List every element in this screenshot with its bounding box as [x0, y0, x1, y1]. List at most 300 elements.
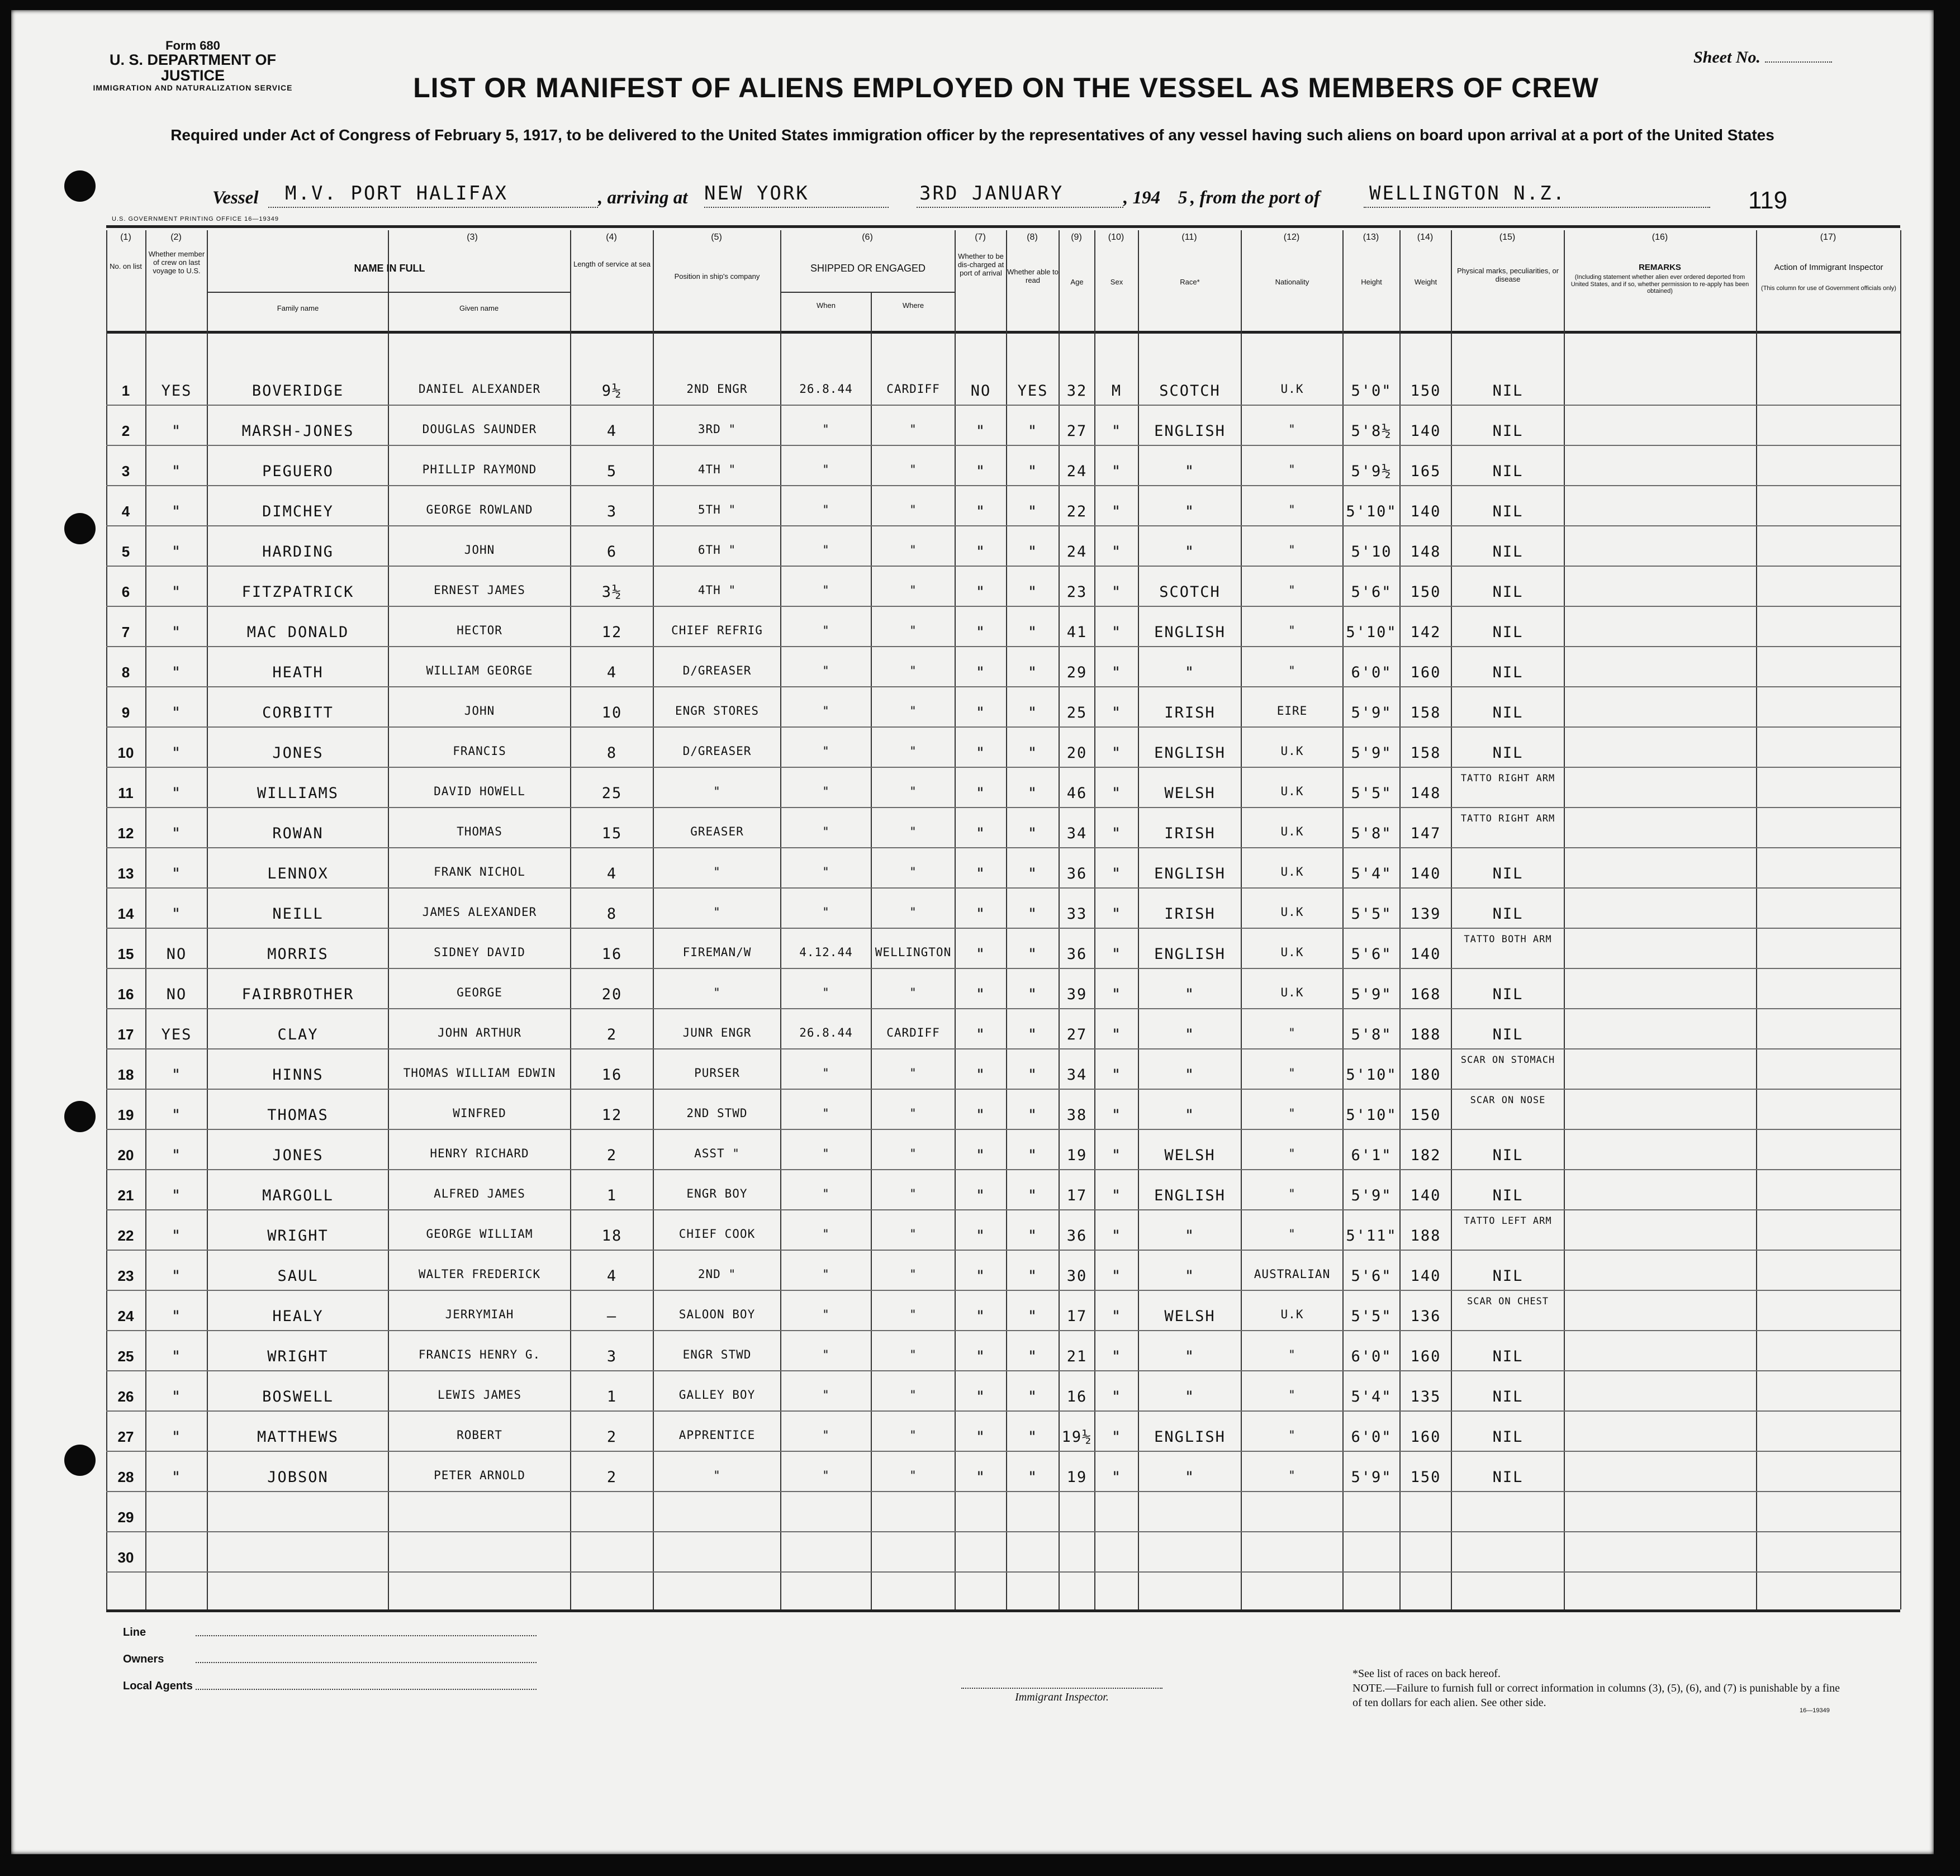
row-rule — [106, 566, 1900, 567]
cell-able-read: " — [1027, 503, 1038, 520]
cell-when: " — [822, 1308, 830, 1321]
cell-length: 8 — [606, 905, 618, 923]
cell-able-read: " — [1027, 1227, 1038, 1245]
cell-sex: " — [1111, 503, 1122, 520]
column-divider — [1756, 230, 1757, 1609]
cell-family: MARSH-JONES — [241, 422, 354, 440]
header-where: Where — [902, 301, 924, 310]
cell-age: 17 — [1066, 1308, 1088, 1325]
cell-member: " — [171, 1267, 182, 1285]
row-rule — [106, 485, 1900, 486]
cell-discharged: " — [975, 463, 986, 480]
cell-length: 3 — [606, 1348, 618, 1365]
row-rule — [106, 807, 1900, 808]
cell-able-read: " — [1027, 543, 1038, 561]
cell-position: 2ND STWD — [686, 1106, 748, 1120]
cell-able-read: " — [1027, 1308, 1038, 1325]
cell-able-read: " — [1027, 664, 1038, 681]
cell-family: HEALY — [272, 1308, 324, 1325]
cell-discharged: " — [975, 865, 986, 882]
header-age: Age — [1070, 278, 1084, 286]
row-rule — [106, 1370, 1900, 1371]
cell-able-read: YES — [1017, 382, 1048, 400]
cell-race: " — [1184, 463, 1195, 480]
cell-where: " — [909, 1469, 917, 1482]
cell-position: D/GREASER — [682, 744, 752, 758]
cell-family: FAIRBROTHER — [241, 986, 354, 1003]
cell-race: WELSH — [1164, 1308, 1216, 1325]
arriving-label: , arriving at — [598, 188, 688, 208]
cell-age: 36 — [1066, 1227, 1088, 1245]
cell-member: " — [171, 1187, 182, 1204]
cell-length: 2 — [606, 1026, 618, 1043]
cell-length: 4 — [606, 664, 618, 681]
cell-when: " — [822, 624, 830, 637]
cell-no: 15 — [117, 946, 134, 962]
cell-position: D/GREASER — [682, 664, 752, 677]
cell-nationality: " — [1288, 1106, 1296, 1120]
cell-race: " — [1184, 1388, 1195, 1405]
from-port: WELLINGTON N.Z. — [1369, 182, 1567, 205]
cell-nationality: U.K — [1280, 946, 1304, 959]
cell-when: " — [822, 1227, 830, 1241]
cell-given: PETER ARNOLD — [434, 1469, 525, 1482]
cell-when: " — [822, 785, 830, 798]
row-rule — [106, 646, 1900, 647]
cell-marks: NIL — [1492, 543, 1524, 561]
sheet-label: Sheet No. — [1693, 48, 1760, 67]
cell-weight: 148 — [1410, 785, 1441, 802]
cell-no: 23 — [117, 1267, 134, 1284]
cell-no: 12 — [117, 825, 134, 842]
cell-height: 5'9" — [1351, 986, 1392, 1003]
cell-height: 5'0" — [1351, 382, 1392, 400]
cell-where: WELLINGTON — [875, 946, 952, 959]
cell-weight: 165 — [1410, 463, 1441, 480]
row-rule — [106, 1008, 1900, 1009]
cell-position: ENGR BOY — [686, 1187, 748, 1200]
cell-discharged: " — [975, 905, 986, 923]
cell-given: GEORGE — [457, 986, 502, 999]
sheet-number — [1693, 48, 1832, 67]
cell-discharged: " — [975, 1147, 986, 1164]
cell-height: 5'6" — [1351, 583, 1392, 601]
cell-length: 20 — [601, 986, 623, 1003]
cell-member: " — [171, 463, 182, 480]
column-number: (16) — [1651, 232, 1668, 242]
row-rule — [106, 1571, 1900, 1573]
cell-height: 5'9" — [1351, 744, 1392, 762]
cell-where: " — [909, 986, 917, 999]
owners-label: Owners — [123, 1653, 164, 1665]
cell-no: 9 — [121, 704, 130, 721]
cell-nationality: " — [1288, 463, 1296, 476]
cell-able-read: " — [1027, 905, 1038, 923]
cell-height: 5'10" — [1346, 624, 1397, 641]
cell-age: 21 — [1066, 1348, 1088, 1365]
cell-able-read: " — [1027, 825, 1038, 842]
cell-weight: 140 — [1410, 422, 1441, 440]
cell-race: ENGLISH — [1154, 946, 1226, 963]
cell-age: 24 — [1066, 463, 1088, 480]
cell-where: CARDIFF — [886, 1026, 940, 1039]
agents-blank — [196, 1689, 537, 1690]
cell-age: 41 — [1066, 624, 1088, 641]
cell-able-read: " — [1027, 744, 1038, 762]
cell-given: JOHN — [464, 543, 495, 557]
row-rule — [106, 405, 1900, 406]
column-number: (3) — [467, 232, 478, 242]
cell-position: " — [713, 986, 721, 999]
cell-given: THOMAS WILLIAM EDWIN — [403, 1066, 556, 1080]
cell-weight: 160 — [1410, 1348, 1441, 1365]
cell-nationality: " — [1288, 624, 1296, 637]
cell-position: JUNR ENGR — [682, 1026, 752, 1039]
cell-height: 5'5" — [1351, 905, 1392, 923]
cell-age: 36 — [1066, 946, 1088, 963]
cell-position: CHIEF REFRIG — [671, 624, 763, 637]
cell-race: " — [1184, 503, 1195, 520]
column-divider — [1564, 230, 1565, 1609]
cell-when: " — [822, 422, 830, 436]
cell-sex: " — [1111, 1308, 1122, 1325]
cell-length: 2 — [606, 1428, 618, 1446]
column-number: (14) — [1417, 232, 1434, 242]
cell-race: IRISH — [1164, 905, 1216, 923]
cell-where: " — [909, 1428, 917, 1442]
cell-marks: NIL — [1492, 1267, 1524, 1285]
row-rule — [106, 1129, 1900, 1130]
cell-family: JONES — [272, 744, 324, 762]
cell-weight: 142 — [1410, 624, 1441, 641]
cell-no: 28 — [117, 1469, 134, 1485]
cell-position: " — [713, 905, 721, 919]
cell-member: " — [171, 865, 182, 882]
cell-where: " — [909, 1388, 917, 1402]
cell-given: JAMES ALEXANDER — [422, 905, 537, 919]
cell-weight: 136 — [1410, 1308, 1441, 1325]
cell-no: 3 — [121, 463, 130, 479]
year-suffix: 5 — [1178, 188, 1188, 208]
cell-member: " — [171, 1066, 182, 1084]
cell-weight: 188 — [1410, 1227, 1441, 1245]
department: U. S. DEPARTMENT OF JUSTICE — [109, 51, 276, 84]
cell-sex: M — [1111, 382, 1122, 400]
row-rule — [106, 1531, 1900, 1532]
cell-where: " — [909, 744, 917, 758]
cell-height: 5'9" — [1351, 1187, 1392, 1204]
header-discharged: Whether to be dis-charged at port of arrival — [957, 252, 1004, 277]
cell-family: MATTHEWS — [257, 1428, 339, 1446]
cell-family: NEILL — [272, 905, 324, 923]
cell-where: " — [909, 865, 917, 878]
cell-nationality: U.K — [1280, 1308, 1304, 1321]
cell-given: GEORGE ROWLAND — [426, 503, 533, 516]
cell-race: " — [1184, 664, 1195, 681]
cell-given: HECTOR — [457, 624, 502, 637]
cell-sex: " — [1111, 946, 1122, 963]
cell-where: " — [909, 1106, 917, 1120]
header-position: Position in ship's company — [674, 272, 760, 281]
cell-position: 6TH " — [697, 543, 737, 557]
cell-no: 26 — [117, 1388, 134, 1405]
cell-discharged: " — [975, 785, 986, 802]
line-label: Line — [123, 1626, 146, 1638]
cell-given: SIDNEY DAVID — [434, 946, 525, 959]
cell-discharged: " — [975, 825, 986, 842]
cell-given: JOHN ARTHUR — [437, 1026, 522, 1039]
cell-member: " — [171, 1308, 182, 1325]
cell-marks: NIL — [1492, 422, 1524, 440]
cell-sex: " — [1111, 1428, 1122, 1446]
cell-when: " — [822, 865, 830, 878]
cell-discharged: " — [975, 946, 986, 963]
cell-length: 16 — [601, 1066, 623, 1084]
header-able-read: Whether able to read — [1007, 268, 1059, 284]
cell-family: HARDING — [262, 543, 334, 561]
cell-age: 39 — [1066, 986, 1088, 1003]
cell-where: " — [909, 543, 917, 557]
cell-length: 16 — [601, 946, 623, 963]
row-rule — [106, 968, 1900, 969]
cell-member: YES — [161, 382, 192, 400]
cell-height: 5'6" — [1351, 1267, 1392, 1285]
row-rule — [106, 726, 1900, 728]
cell-given: PHILLIP RAYMOND — [422, 463, 537, 476]
cell-member: YES — [161, 1026, 192, 1043]
cell-sex: " — [1111, 785, 1122, 802]
cell-member: " — [171, 785, 182, 802]
cell-discharged: " — [975, 1106, 986, 1124]
cell-sex: " — [1111, 664, 1122, 681]
cell-height: 6'0" — [1351, 1428, 1392, 1446]
column-number: (4) — [606, 232, 617, 242]
cell-nationality: " — [1288, 1147, 1296, 1160]
cell-marks: TATTO RIGHT ARM — [1460, 814, 1555, 824]
cell-weight: 180 — [1410, 1066, 1441, 1084]
cell-sex: " — [1111, 1026, 1122, 1043]
cell-given: FRANCIS — [453, 744, 506, 758]
cell-family: WILLIAMS — [257, 785, 339, 802]
cell-race: " — [1184, 986, 1195, 1003]
cell-age: 32 — [1066, 382, 1088, 400]
cell-when: " — [822, 1106, 830, 1120]
cell-sex: " — [1111, 624, 1122, 641]
cell-weight: 140 — [1410, 1187, 1441, 1204]
cell-age: 30 — [1066, 1267, 1088, 1285]
form-number: Form 680 — [165, 39, 220, 53]
cell-given: WILLIAM GEORGE — [426, 664, 533, 677]
date-blank — [917, 207, 1123, 208]
cell-when: " — [822, 463, 830, 476]
cell-sex: " — [1111, 744, 1122, 762]
cell-weight: 188 — [1410, 1026, 1441, 1043]
cell-marks: NIL — [1492, 1348, 1524, 1365]
cell-sex: " — [1111, 1267, 1122, 1285]
cell-position: 4TH " — [697, 463, 737, 476]
row-rule — [106, 1290, 1900, 1291]
header-length: Length of service at sea — [573, 260, 651, 268]
cell-weight: 160 — [1410, 1428, 1441, 1446]
cell-marks: NIL — [1492, 1388, 1524, 1405]
cell-race: " — [1184, 1348, 1195, 1365]
cell-given: LEWIS JAMES — [437, 1388, 522, 1402]
cell-position: " — [713, 785, 721, 798]
row-rule — [106, 1169, 1900, 1170]
cell-family: CORBITT — [262, 704, 334, 721]
cell-length: 2 — [606, 1147, 618, 1164]
cell-member: " — [171, 1227, 182, 1245]
cell-race: ENGLISH — [1154, 1187, 1226, 1204]
cell-nationality: U.K — [1280, 905, 1304, 919]
cell-age: 17 — [1066, 1187, 1088, 1204]
row-rule — [106, 525, 1900, 526]
header-rule — [106, 331, 1900, 334]
cell-race: " — [1184, 1066, 1195, 1084]
cell-sex: " — [1111, 1348, 1122, 1365]
cell-length: 12 — [601, 624, 623, 641]
row-rule — [106, 1410, 1900, 1412]
column-number: (5) — [711, 232, 722, 242]
cell-when: " — [822, 503, 830, 516]
cell-age: 34 — [1066, 825, 1088, 842]
cell-family: JONES — [272, 1147, 324, 1164]
cell-no: 27 — [117, 1428, 134, 1445]
cell-where: " — [909, 1308, 917, 1321]
cell-height: 5'8" — [1351, 825, 1392, 842]
inspector-signature: Immigrant Inspector. — [961, 1688, 1162, 1704]
cell-where: " — [909, 1147, 917, 1160]
cell-given: GEORGE WILLIAM — [426, 1227, 533, 1241]
cell-member: NO — [166, 946, 187, 963]
cell-length: — — [606, 1308, 618, 1325]
cell-no: 1 — [121, 382, 130, 399]
column-number: (9) — [1071, 232, 1082, 242]
cell-family: HEATH — [272, 664, 324, 681]
page-title: LIST OR MANIFEST OF ALIENS EMPLOYED ON THE VESSEL AS MEMBERS OF CREW — [413, 72, 1599, 103]
cell-no: 17 — [117, 1026, 134, 1043]
cell-age: 38 — [1066, 1106, 1088, 1124]
cell-discharged: " — [975, 624, 986, 641]
form-code: 16—19349 — [1800, 1707, 1830, 1714]
cell-length: 15 — [601, 825, 623, 842]
cell-no: 18 — [117, 1066, 134, 1083]
cell-sex: " — [1111, 905, 1122, 923]
cell-given: ROBERT — [457, 1428, 502, 1442]
cell-discharged: " — [975, 744, 986, 762]
cell-sex: " — [1111, 986, 1122, 1003]
cell-family: BOSWELL — [262, 1388, 334, 1405]
cell-race: WELSH — [1164, 785, 1216, 802]
vessel-blank — [268, 207, 598, 208]
cell-marks: TATTO RIGHT ARM — [1460, 773, 1555, 784]
cell-able-read: " — [1027, 1026, 1038, 1043]
cell-member: " — [171, 1428, 182, 1446]
cell-weight: 140 — [1410, 946, 1441, 963]
cell-given: FRANK NICHOL — [434, 865, 525, 878]
cell-height: 5'4" — [1351, 1388, 1392, 1405]
cell-nationality: " — [1288, 1187, 1296, 1200]
cell-weight: 150 — [1410, 1469, 1441, 1486]
header-race: Race* — [1180, 278, 1200, 286]
cell-given: WALTER FREDERICK — [418, 1267, 541, 1281]
cell-position: APPRENTICE — [678, 1428, 756, 1442]
footer-fields — [123, 1626, 193, 1707]
header-height: Height — [1361, 278, 1382, 286]
cell-family: SAUL — [277, 1267, 319, 1285]
cell-member: " — [171, 1348, 182, 1365]
row-rule — [106, 1330, 1900, 1331]
cell-able-read: " — [1027, 1147, 1038, 1164]
cell-marks: TATTO LEFT ARM — [1464, 1216, 1552, 1227]
cell-nationality: " — [1288, 664, 1296, 677]
punch-hole — [64, 1101, 96, 1132]
cell-height: 5'6" — [1351, 946, 1392, 963]
cell-marks: NIL — [1492, 1469, 1524, 1486]
cell-age: 22 — [1066, 503, 1088, 520]
cell-marks: NIL — [1492, 624, 1524, 641]
row-rule — [106, 887, 1900, 889]
cell-no: 11 — [118, 785, 134, 801]
cell-age: 27 — [1066, 422, 1088, 440]
cell-height: 5'9½ — [1351, 463, 1392, 480]
cell-family: HINNS — [272, 1066, 324, 1084]
cell-marks: NIL — [1492, 865, 1524, 882]
column-number: (15) — [1499, 232, 1516, 242]
cell-race: ENGLISH — [1154, 422, 1226, 440]
cell-nationality: " — [1288, 1469, 1296, 1482]
cell-marks: SCAR ON STOMACH — [1460, 1055, 1555, 1066]
header-when: When — [817, 301, 836, 310]
cell-nationality: " — [1288, 1348, 1296, 1361]
cell-family: WRIGHT — [267, 1227, 329, 1245]
form-identifier — [89, 39, 296, 92]
line-blank — [196, 1635, 537, 1636]
cell-no: 20 — [117, 1147, 134, 1163]
cell-where: " — [909, 463, 917, 476]
cell-no: 2 — [121, 422, 130, 439]
cell-weight: 147 — [1410, 825, 1441, 842]
cell-position: " — [713, 1469, 721, 1482]
cell-able-read: " — [1027, 1388, 1038, 1405]
cell-discharged: " — [975, 1267, 986, 1285]
cell-when: " — [822, 1187, 830, 1200]
cell-marks: SCAR ON CHEST — [1467, 1296, 1549, 1307]
punch-hole — [64, 513, 96, 544]
cell-member: " — [171, 1388, 182, 1405]
cell-age: 25 — [1066, 704, 1088, 721]
cell-family: CLAY — [277, 1026, 319, 1043]
cell-no: 19 — [117, 1106, 134, 1123]
cell-height: 5'11" — [1346, 1227, 1397, 1245]
cell-when: " — [822, 825, 830, 838]
cell-when: 4.12.44 — [799, 946, 853, 959]
cell-sex: " — [1111, 825, 1122, 842]
cell-family: DIMCHEY — [262, 503, 334, 520]
cell-able-read: " — [1027, 624, 1038, 641]
cell-where: " — [909, 503, 917, 516]
cell-member: " — [171, 1147, 182, 1164]
cell-sex: " — [1111, 543, 1122, 561]
cell-height: 5'10 — [1351, 543, 1392, 561]
cell-length: 2 — [606, 1469, 618, 1486]
header-sex: Sex — [1110, 278, 1123, 286]
cell-age: 16 — [1066, 1388, 1088, 1405]
cell-where: " — [909, 704, 917, 718]
cell-where: " — [909, 1267, 917, 1281]
cell-where: " — [909, 825, 917, 838]
row-rule — [106, 1250, 1900, 1251]
